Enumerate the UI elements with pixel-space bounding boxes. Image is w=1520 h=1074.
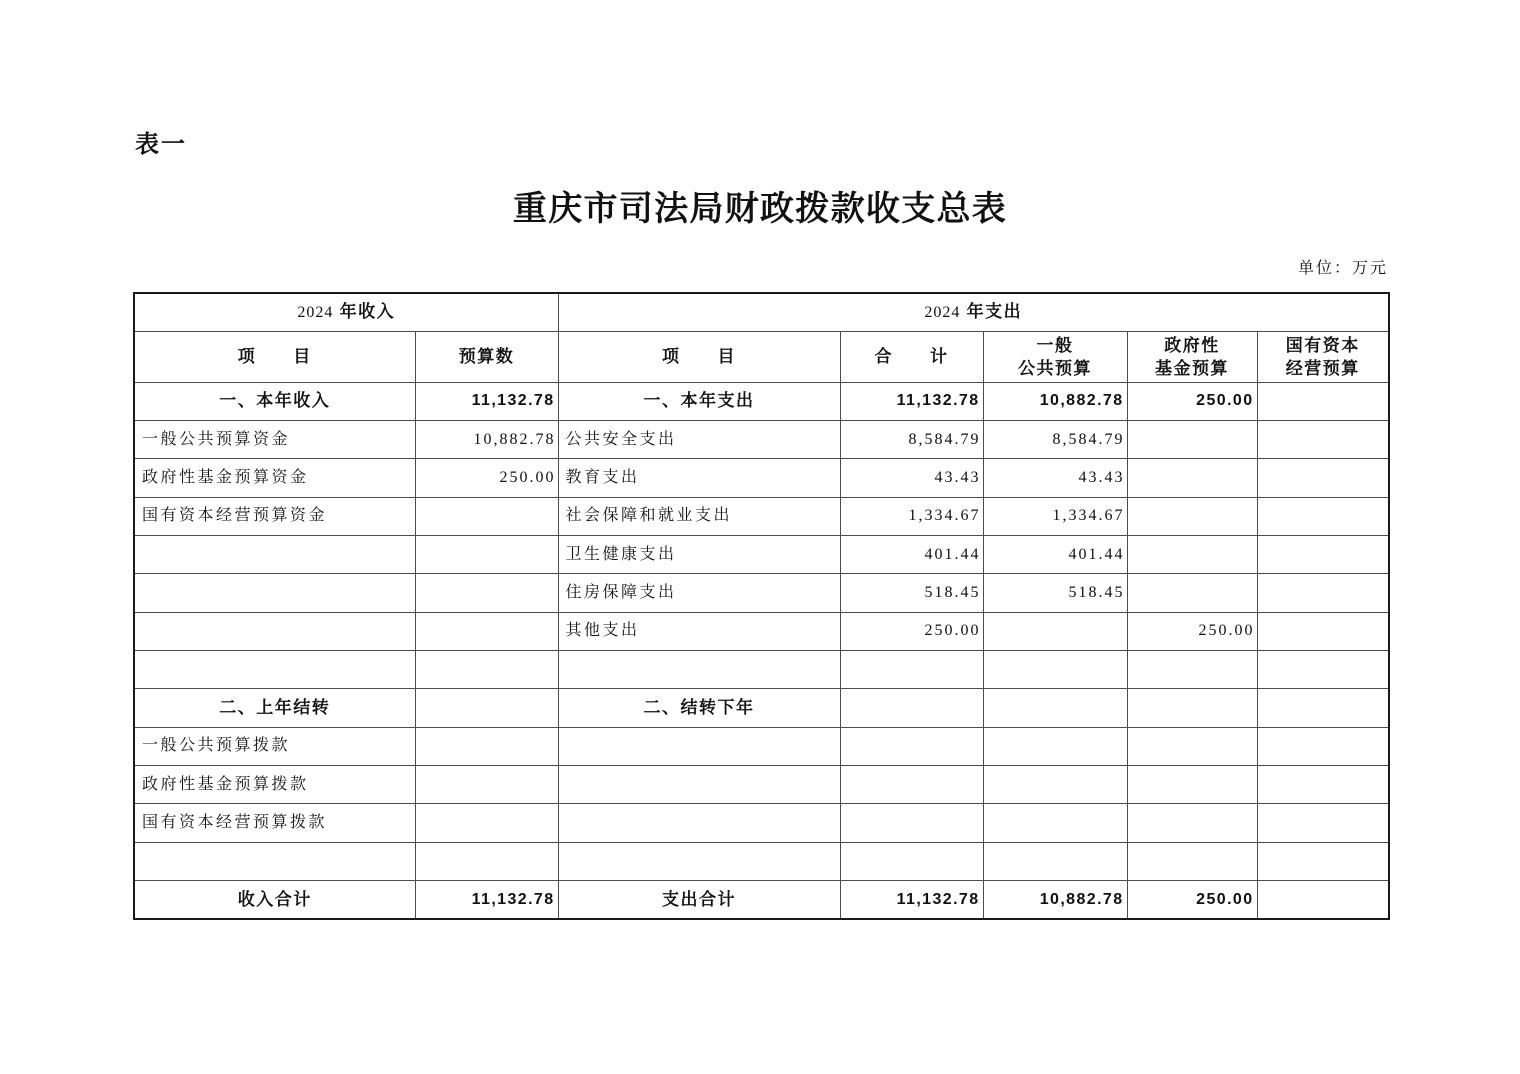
detail-row — [134, 459, 1389, 497]
expense-fund-cell — [1127, 727, 1257, 765]
header-line: 国有资本 — [1285, 335, 1360, 355]
expense-general-cell: 518.45 — [983, 574, 1127, 612]
expense-state-capital-cell — [1257, 497, 1389, 535]
detail-row — [134, 804, 1389, 842]
current-year-section-row — [134, 382, 1389, 420]
expense-item-cell: 其他支出 — [558, 612, 840, 650]
detail-row — [134, 727, 1389, 765]
expense-fund-cell — [1127, 804, 1257, 842]
expense-total-cell: 518.45 — [840, 574, 983, 612]
expense-general-cell: 401.44 — [983, 535, 1127, 573]
expense-item-cell — [558, 766, 840, 804]
expense-item-header: 项 目 — [558, 331, 840, 382]
income-amount-cell — [415, 535, 558, 573]
expense-general-cell: 8,584.79 — [983, 420, 1127, 458]
expense-general-cell: 10,882.78 — [983, 881, 1127, 919]
income-amount-cell — [415, 842, 558, 880]
blank-row — [134, 842, 1389, 880]
budget-summary-table — [133, 292, 1390, 920]
income-amount-cell — [415, 766, 558, 804]
detail-row — [134, 612, 1389, 650]
expense-total-cell — [840, 727, 983, 765]
income-item-cell: 国有资本经营预算拨款 — [134, 804, 415, 842]
expense-fund-cell — [1127, 420, 1257, 458]
income-amount-cell: 10,882.78 — [415, 420, 558, 458]
income-item-cell: 收入合计 — [134, 881, 415, 919]
expense-total-cell: 43.43 — [840, 459, 983, 497]
expense-general-cell: 43.43 — [983, 459, 1127, 497]
expense-state-capital-cell — [1257, 574, 1389, 612]
expense-total-cell — [840, 842, 983, 880]
expense-state-capital-cell — [1257, 804, 1389, 842]
detail-row — [134, 497, 1389, 535]
expense-state-capital-header — [1257, 331, 1389, 382]
expense-total-cell — [840, 651, 983, 689]
expense-general-cell — [983, 804, 1127, 842]
income-item-cell: 二、上年结转 — [134, 689, 415, 727]
expense-item-cell: 一、本年支出 — [558, 382, 840, 420]
expense-item-cell: 住房保障支出 — [558, 574, 840, 612]
income-amount-cell: 11,132.78 — [415, 881, 558, 919]
expense-item-cell: 二、结转下年 — [558, 689, 840, 727]
income-item-header: 项 目 — [134, 331, 415, 382]
expense-general-cell — [983, 651, 1127, 689]
income-item-cell: 一般公共预算拨款 — [134, 727, 415, 765]
income-item-cell: 一般公共预算资金 — [134, 420, 415, 458]
income-amount-cell: 11,132.78 — [415, 382, 558, 420]
total-row — [134, 881, 1389, 919]
blank-row — [134, 651, 1389, 689]
carryover-section-row — [134, 689, 1389, 727]
expense-general-cell — [983, 842, 1127, 880]
income-item-cell — [134, 612, 415, 650]
expense-state-capital-cell — [1257, 689, 1389, 727]
expense-total-cell: 11,132.78 — [840, 881, 983, 919]
expense-item-cell: 公共安全支出 — [558, 420, 840, 458]
detail-row — [134, 574, 1389, 612]
expense-group-label: 年支出 — [966, 302, 1023, 322]
income-year: 2024 — [297, 304, 334, 322]
expense-state-capital-cell — [1257, 612, 1389, 650]
expense-item-cell: 社会保障和就业支出 — [558, 497, 840, 535]
detail-row — [134, 535, 1389, 573]
income-amount-cell — [415, 497, 558, 535]
expense-total-cell: 250.00 — [840, 612, 983, 650]
expense-fund-cell — [1127, 535, 1257, 573]
income-item-cell — [134, 842, 415, 880]
expense-fund-cell — [1127, 766, 1257, 804]
income-amount-cell — [415, 689, 558, 727]
expense-general-cell — [983, 612, 1127, 650]
expense-state-capital-cell — [1257, 842, 1389, 880]
expense-item-cell — [558, 651, 840, 689]
page-title: 重庆市司法局财政拨款收支总表 — [512, 191, 1008, 228]
expense-item-cell: 支出合计 — [558, 881, 840, 919]
income-item-cell: 政府性基金预算拨款 — [134, 766, 415, 804]
header-line: 公共预算 — [1018, 358, 1093, 378]
column-header-row — [134, 331, 1389, 382]
expense-fund-cell — [1127, 497, 1257, 535]
income-amount-cell — [415, 651, 558, 689]
expense-year: 2024 — [924, 304, 961, 322]
income-item-cell: 国有资本经营预算资金 — [134, 497, 415, 535]
header-line: 一般 — [1036, 335, 1074, 355]
expense-total-header: 合 计 — [840, 331, 983, 382]
income-group-label: 年收入 — [339, 302, 396, 322]
income-amount-cell — [415, 574, 558, 612]
expense-total-cell: 11,132.78 — [840, 382, 983, 420]
income-item-cell: 一、本年收入 — [134, 382, 415, 420]
expense-total-cell: 401.44 — [840, 535, 983, 573]
expense-state-capital-cell — [1257, 535, 1389, 573]
expense-item-cell: 教育支出 — [558, 459, 840, 497]
expense-fund-cell: 250.00 — [1127, 382, 1257, 420]
income-amount-cell — [415, 612, 558, 650]
expense-state-capital-cell — [1257, 727, 1389, 765]
expense-general-cell: 1,334.67 — [983, 497, 1127, 535]
header-line: 基金预算 — [1155, 358, 1230, 378]
expense-general-cell — [983, 689, 1127, 727]
expense-state-capital-cell — [1257, 459, 1389, 497]
expense-item-cell: 卫生健康支出 — [558, 535, 840, 573]
expense-general-cell: 10,882.78 — [983, 382, 1127, 420]
expense-state-capital-cell — [1257, 881, 1389, 919]
expense-fund-cell — [1127, 651, 1257, 689]
expense-total-cell — [840, 689, 983, 727]
unit-note: 单位：万元 — [1297, 260, 1388, 277]
expense-general-cell — [983, 727, 1127, 765]
expense-fund-cell: 250.00 — [1127, 881, 1257, 919]
expense-total-cell — [840, 804, 983, 842]
expense-state-capital-cell — [1257, 766, 1389, 804]
income-item-cell — [134, 574, 415, 612]
expense-state-capital-cell — [1257, 420, 1389, 458]
income-amount-cell: 250.00 — [415, 459, 558, 497]
expense-item-cell — [558, 804, 840, 842]
group-header-row — [134, 293, 1389, 331]
income-group-header — [134, 293, 558, 331]
expense-fund-header — [1127, 331, 1257, 382]
expense-fund-cell — [1127, 689, 1257, 727]
expense-item-cell — [558, 727, 840, 765]
expense-state-capital-cell — [1257, 382, 1389, 420]
header-line: 经营预算 — [1285, 358, 1360, 378]
expense-fund-cell — [1127, 574, 1257, 612]
income-amount-cell — [415, 727, 558, 765]
expense-total-cell — [840, 766, 983, 804]
expense-group-header — [558, 293, 1389, 331]
income-item-cell: 政府性基金预算资金 — [134, 459, 415, 497]
expense-fund-cell: 250.00 — [1127, 612, 1257, 650]
detail-row — [134, 766, 1389, 804]
expense-total-cell: 1,334.67 — [840, 497, 983, 535]
detail-row — [134, 420, 1389, 458]
expense-general-header — [983, 331, 1127, 382]
expense-state-capital-cell — [1257, 651, 1389, 689]
expense-total-cell: 8,584.79 — [840, 420, 983, 458]
expense-general-cell — [983, 766, 1127, 804]
income-item-cell — [134, 651, 415, 689]
income-item-cell — [134, 535, 415, 573]
header-line: 政府性 — [1164, 335, 1220, 355]
income-amount-header: 预算数 — [415, 331, 558, 382]
expense-fund-cell — [1127, 459, 1257, 497]
income-amount-cell — [415, 804, 558, 842]
expense-item-cell — [558, 842, 840, 880]
table-label: 表一 — [135, 131, 187, 158]
expense-fund-cell — [1127, 842, 1257, 880]
